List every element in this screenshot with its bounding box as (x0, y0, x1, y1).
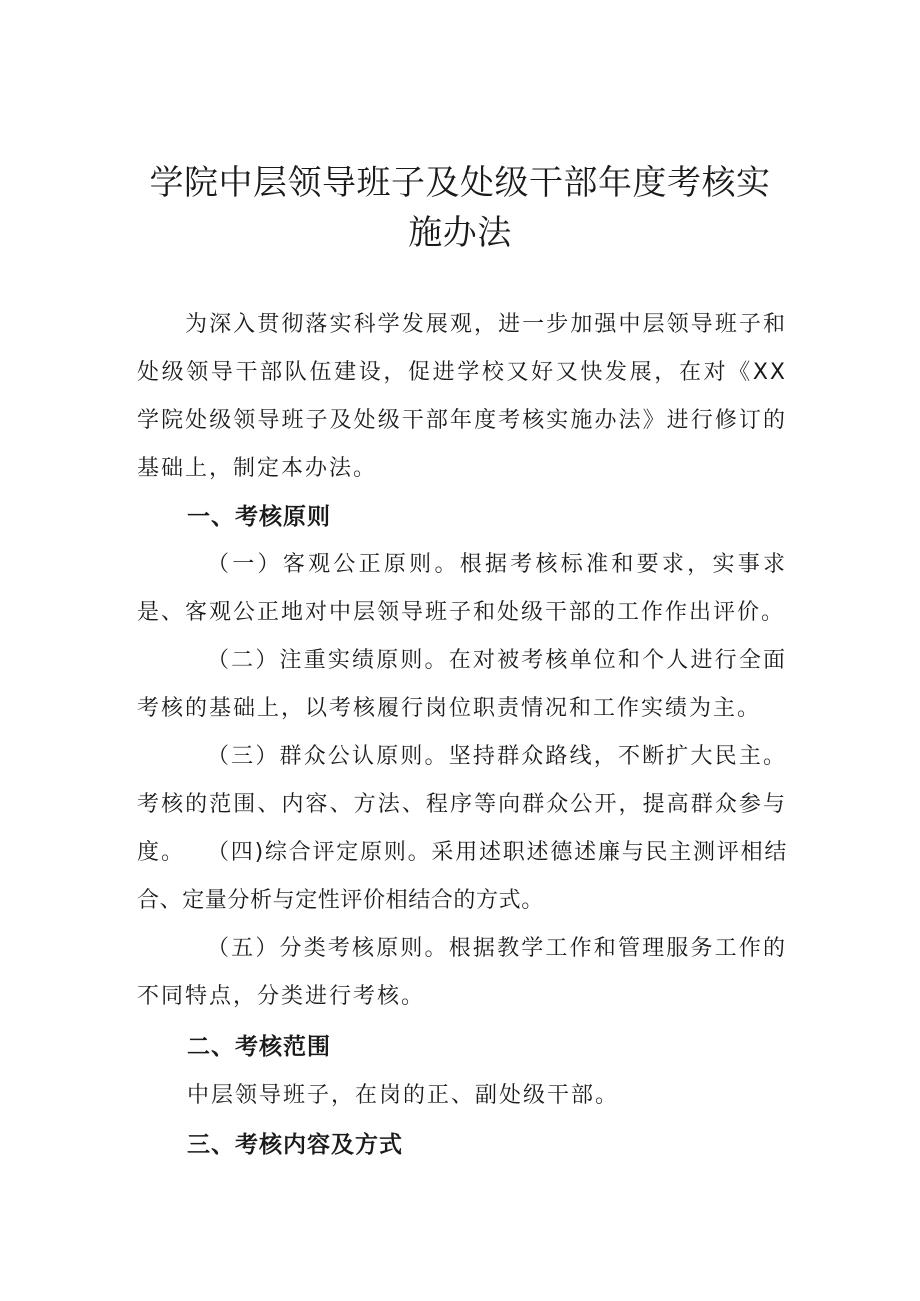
principle-paragraph-3: （三）群众公认原则。坚持群众路线，不断扩大民主。考核的范围、内容、方法、程序等向群众公开，提高群众参与度。 (137, 744, 787, 865)
principle-paragraph-5: （五）分类考核原则。根据教学工作和管理服务工作的不同特点，分类进行考核。 (137, 936, 787, 1009)
section1-heading: 一、考核原则 (187, 504, 331, 530)
document-title-line1: 学院中层领导班子及处级干部年度考核实 (149, 163, 771, 203)
principle-paragraph-4: （四)综合评定原则。采用述职述德述廉与民主测评相结合、定量分析与定性评价相结合的方式。 (137, 840, 787, 913)
principle-paragraph-2: （二）注重实绩原则。在对被考核单位和个人进行全面考核的基础上，以考核履行岗位职责情况和工作实绩为主。 (137, 648, 787, 721)
intro-paragraph: 为深入贯彻落实科学发展观，进一步加强中层领导班子和处级领导干部队伍建设，促进学校又好又快发展，在对《XX学院处级领导班子及处级干部年度考核实施办法》进行修订的基础上，制定本办法。 (137, 312, 787, 481)
scope-paragraph: 中层领导班子，在岗的正、副处级干部。 (187, 1083, 620, 1108)
section2-heading: 二、考核范围 (187, 1034, 331, 1060)
section3-heading: 三、考核内容及方式 (187, 1132, 403, 1158)
document-title (120, 158, 800, 258)
principle-paragraph-1: （一）客观公正原则。根据考核标准和要求，实事求是、客观公正地对中层领导班子和处级干部的工作作出评价。 (137, 552, 787, 625)
document-title-line2: 施办法 (408, 213, 512, 253)
